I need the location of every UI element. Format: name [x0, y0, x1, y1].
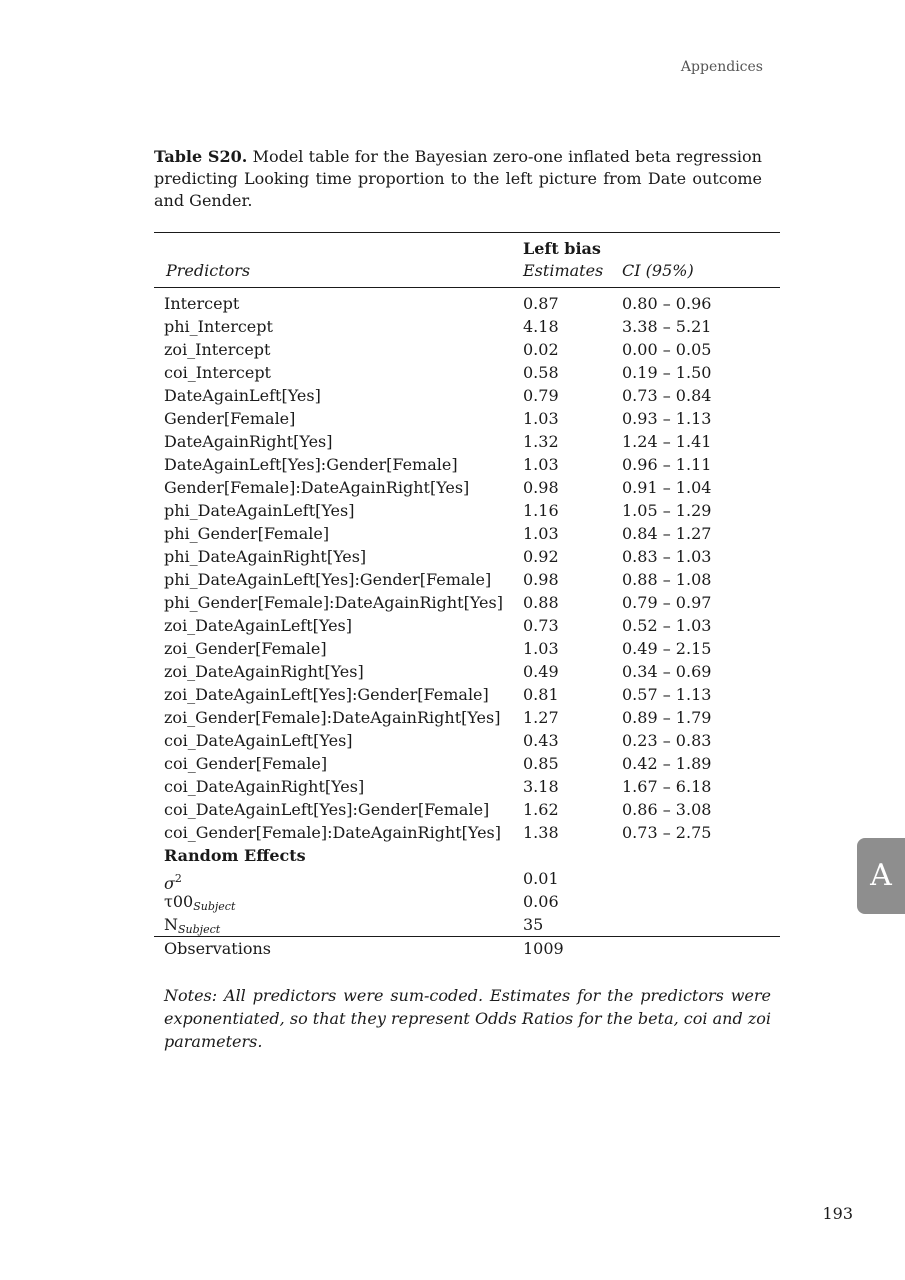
appendix-thumb-tab: A [857, 838, 905, 914]
estimate-cell: 0.81 [523, 685, 559, 704]
predictor-cell: DateAgainLeft[Yes]:Gender[Female] [164, 455, 458, 474]
ci-cell: 0.52 – 1.03 [622, 616, 712, 635]
random-effects-heading: Random Effects [164, 846, 306, 865]
predictor-cell: Gender[Female]:DateAgainRight[Yes] [164, 478, 470, 497]
table-row [154, 683, 780, 706]
table-row-n-subject [154, 913, 780, 936]
ci-cell: 3.38 – 5.21 [622, 317, 712, 336]
table-row [154, 361, 780, 384]
predictor-cell: phi_DateAgainLeft[Yes] [164, 501, 355, 520]
predictor-cell: coi_DateAgainLeft[Yes]:Gender[Female] [164, 800, 490, 819]
predictor-cell: phi_Gender[Female]:DateAgainRight[Yes] [164, 593, 503, 612]
estimate-cell: 0.49 [523, 662, 559, 681]
predictor-cell: phi_Intercept [164, 317, 273, 336]
estimate-cell: 3.18 [523, 777, 559, 796]
caption-text: Model table for the Bayesian zero-one inflated beta regression predicting Looking time proportion to the left picture from Date outcome and Gender. [154, 147, 762, 210]
ci-cell: 0.89 – 1.79 [622, 708, 712, 727]
predictor-cell: phi_Gender[Female] [164, 524, 330, 543]
predictor-cell: phi_DateAgainLeft[Yes]:Gender[Female] [164, 570, 492, 589]
table-row [154, 384, 780, 407]
estimate-cell: 0.43 [523, 731, 559, 750]
predictor-cell: coi_Gender[Female] [164, 754, 328, 773]
estimate-cell: 1.16 [523, 501, 559, 520]
estimate-cell: 0.73 [523, 616, 559, 635]
ci-cell: 0.93 – 1.13 [622, 409, 712, 428]
ci-cell: 0.73 – 0.84 [622, 386, 712, 405]
group-header: Left bias [523, 239, 601, 258]
estimate-cell: 1.27 [523, 708, 559, 727]
column-header-ci: CI (95%) [622, 261, 694, 280]
table-row-sigma2 [154, 867, 780, 893]
table-row [154, 499, 780, 522]
estimate-cell: 0.87 [523, 294, 559, 313]
sigma2-label: $\sigma^2$ [164, 872, 182, 893]
ci-cell: 0.83 – 1.03 [622, 547, 712, 566]
table-row [154, 775, 780, 798]
table-row [154, 407, 780, 430]
estimate-cell: 0.88 [523, 593, 559, 612]
table-row [154, 637, 780, 660]
table-row [154, 591, 780, 614]
predictor-cell: zoi_Gender[Female]:DateAgainRight[Yes] [164, 708, 501, 727]
predictor-cell: zoi_Intercept [164, 340, 271, 359]
ci-cell: 0.34 – 0.69 [622, 662, 712, 681]
estimate-cell: 1.03 [523, 524, 559, 543]
table-row [154, 752, 780, 775]
table-row [154, 706, 780, 729]
predictor-cell: phi_DateAgainRight[Yes] [164, 547, 367, 566]
ci-cell: 0.73 – 2.75 [622, 823, 712, 842]
ci-cell: 1.24 – 1.41 [622, 432, 712, 451]
predictor-cell: coi_DateAgainLeft[Yes] [164, 731, 353, 750]
predictor-cell: coi_DateAgainRight[Yes] [164, 777, 365, 796]
estimate-cell: 1.38 [523, 823, 559, 842]
predictor-cell: DateAgainLeft[Yes] [164, 386, 321, 405]
ci-cell: 0.19 – 1.50 [622, 363, 712, 382]
table-row [154, 338, 780, 361]
column-header-predictors: Predictors [166, 261, 251, 280]
table-row [154, 568, 780, 591]
caption-label: Table S20. [154, 147, 248, 166]
estimate-cell: 0.02 [523, 340, 559, 359]
table-row [154, 729, 780, 752]
estimate-cell: 0.98 [523, 570, 559, 589]
predictor-cell: coi_Intercept [164, 363, 271, 382]
ci-cell: 0.42 – 1.89 [622, 754, 712, 773]
estimate-cell: 4.18 [523, 317, 559, 336]
table-row [154, 522, 780, 545]
table-row [154, 798, 780, 821]
table-row [154, 545, 780, 568]
predictor-cell: zoi_DateAgainRight[Yes] [164, 662, 364, 681]
estimate-cell: 0.79 [523, 386, 559, 405]
ci-cell: 0.79 – 0.97 [622, 593, 712, 612]
ci-cell: 0.57 – 1.13 [622, 685, 712, 704]
n-subject-value: 35 [523, 915, 544, 934]
ci-cell: 0.96 – 1.11 [622, 455, 712, 474]
observations-value: 1009 [523, 939, 564, 958]
running-head: Appendices [680, 59, 763, 75]
estimate-cell: 0.85 [523, 754, 559, 773]
estimate-cell: 0.58 [523, 363, 559, 382]
model-table [154, 232, 780, 961]
ci-cell: 0.23 – 0.83 [622, 731, 712, 750]
table-header [154, 233, 780, 287]
table-caption [154, 146, 762, 212]
table-row [154, 821, 780, 844]
ci-cell: 0.88 – 1.08 [622, 570, 712, 589]
table-notes: Notes: All predictors were sum-coded. Estimates for the predictors were exponentiated, so that they represent Odds Ratios for the beta, coi and zoi parameters. [164, 986, 771, 1051]
table-row [154, 614, 780, 637]
predictor-cell: Gender[Female] [164, 409, 296, 428]
table-row-observations [154, 937, 780, 961]
estimate-cell: 0.98 [523, 478, 559, 497]
predictor-cell: coi_Gender[Female]:DateAgainRight[Yes] [164, 823, 501, 842]
observations-label: Observations [164, 939, 271, 958]
sigma2-value: 0.01 [523, 869, 559, 888]
estimate-cell: 1.62 [523, 800, 559, 819]
table-row-tau00 [154, 890, 780, 913]
ci-cell: 1.67 – 6.18 [622, 777, 712, 796]
n-subject-label: $N_{Subject}$ [164, 915, 221, 936]
table-row [154, 430, 780, 453]
predictor-cell: zoi_DateAgainLeft[Yes] [164, 616, 352, 635]
table-row [154, 292, 780, 315]
table-body [154, 288, 780, 844]
estimate-cell: 0.92 [523, 547, 559, 566]
predictor-cell: zoi_DateAgainLeft[Yes]:Gender[Female] [164, 685, 489, 704]
estimate-cell: 1.03 [523, 409, 559, 428]
predictor-cell: Intercept [164, 294, 240, 313]
estimate-cell: 1.32 [523, 432, 559, 451]
column-header-estimates: Estimates [523, 261, 604, 280]
predictor-cell: DateAgainRight[Yes] [164, 432, 333, 451]
page-number: 193 [822, 1204, 853, 1223]
tau00-label: $\tau 00_{Subject}$ [164, 892, 236, 913]
predictor-cell: zoi_Gender[Female] [164, 639, 327, 658]
ci-cell: 0.80 – 0.96 [622, 294, 712, 313]
ci-cell: 0.49 – 2.15 [622, 639, 712, 658]
estimate-cell: 1.03 [523, 639, 559, 658]
ci-cell: 0.91 – 1.04 [622, 478, 712, 497]
table-row [154, 660, 780, 683]
ci-cell: 0.84 – 1.27 [622, 524, 712, 543]
table-row [154, 315, 780, 338]
estimate-cell: 1.03 [523, 455, 559, 474]
table-row [154, 453, 780, 476]
ci-cell: 0.86 – 3.08 [622, 800, 712, 819]
table-row [154, 476, 780, 499]
tau00-value: 0.06 [523, 892, 559, 911]
ci-cell: 1.05 – 1.29 [622, 501, 712, 520]
ci-cell: 0.00 – 0.05 [622, 340, 712, 359]
